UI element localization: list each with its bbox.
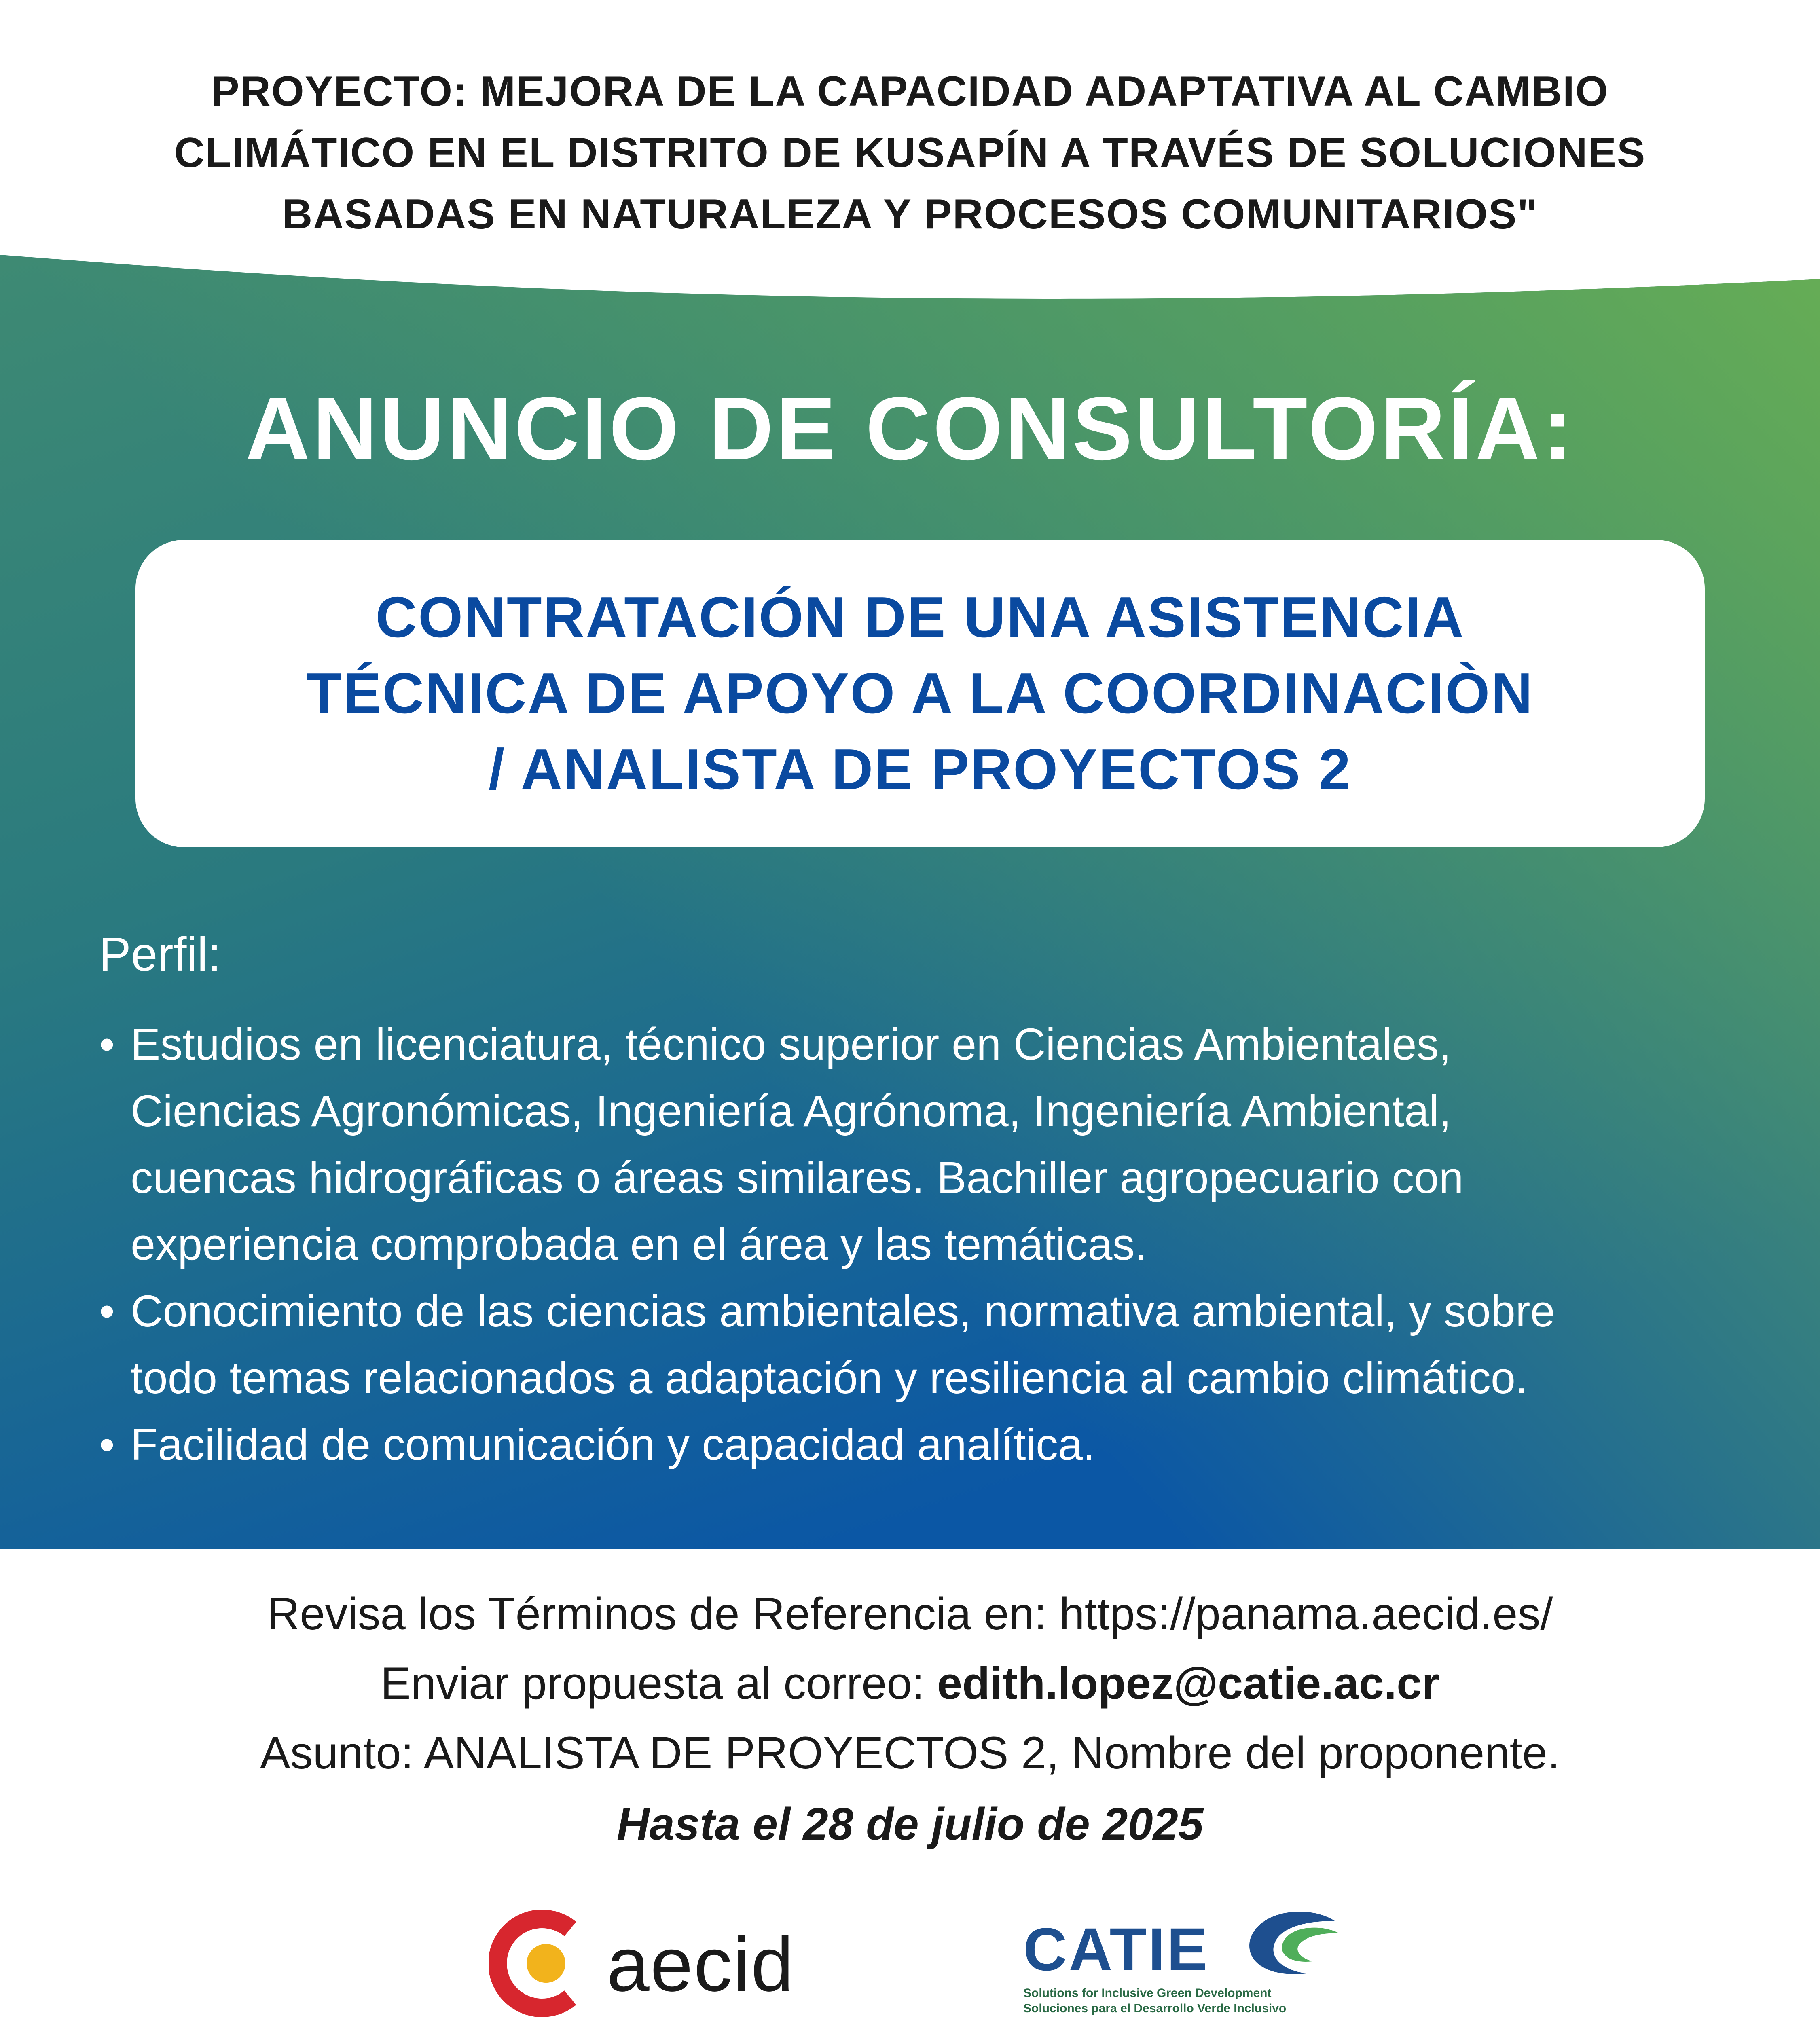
list-item: • Conocimiento de las ciencias ambientales, normativa ambiental, y sobre todo temas relacionados a adaptación y resiliencia al cambio climático. <box>99 1278 1737 1411</box>
list-item: • Estudios en licenciatura, técnico superior en Ciencias Ambientales, Ciencias Agronómicas, Ingeniería Agrónoma, Ingeniería Ambiental, cuencas hidrográficas o áreas similares. Bachiller agropecuario con experiencia comprobada en el área y las temáticas. <box>99 1011 1737 1278</box>
list-item: • Facilidad de comunicación y capacidad analítica. <box>99 1411 1737 1478</box>
catie-tagline-en: Solutions for Inclusive Green Development <box>1023 1986 1272 2000</box>
position-title: CONTRATACIÓN DE UNA ASISTENCIA TÉCNICA DE APOYO A LA COORDINACIÒN / ANALISTA DE PROYECTOS 2 <box>306 585 1534 802</box>
headline: ANUNCIO DE CONSULTORÍA: <box>245 379 1575 479</box>
aecid-wordmark: aecid <box>607 1922 795 2007</box>
catie-wordmark: CATIE <box>1023 1915 1209 1983</box>
profile-list <box>99 1011 1737 1478</box>
catie-tagline-es: Soluciones para el Desarrollo Verde Inclusivo <box>1023 2002 1287 2015</box>
subject-line: Asunto: ANALISTA DE PROYECTOS 2, Nombre del proponente. <box>260 1728 1560 1778</box>
profile-heading: Perfil: <box>99 928 221 981</box>
catie-logo <box>1015 1901 1351 2022</box>
project-title: PROYECTO: MEJORA DE LA CAPACIDAD ADAPTATIVA AL CAMBIO CLIMÁTICO EN EL DISTRITO DE KUSAPÍN A TRAVÉS DE SOLUCIONES BASADAS EN NATURALEZA Y PROCESOS COMUNITARIOS" <box>174 68 1646 238</box>
position-callout <box>135 540 1705 847</box>
email-line: Enviar propuesta al correo: edith.lopez@catie.ac.cr <box>381 1658 1439 1709</box>
aecid-logo <box>489 1909 813 2018</box>
catie-swoosh-icon <box>1242 1905 1347 1982</box>
terms-line[interactable]: Revisa los Términos de Referencia en: https://panama.aecid.es/ <box>267 1588 1553 1639</box>
aecid-emblem-icon <box>489 1909 595 2018</box>
email-link[interactable]: edith.lopez@catie.ac.cr <box>937 1658 1439 1709</box>
contact-info <box>0 1579 1820 1788</box>
deadline: Hasta el 28 de julio de 2025 <box>616 1799 1204 1849</box>
